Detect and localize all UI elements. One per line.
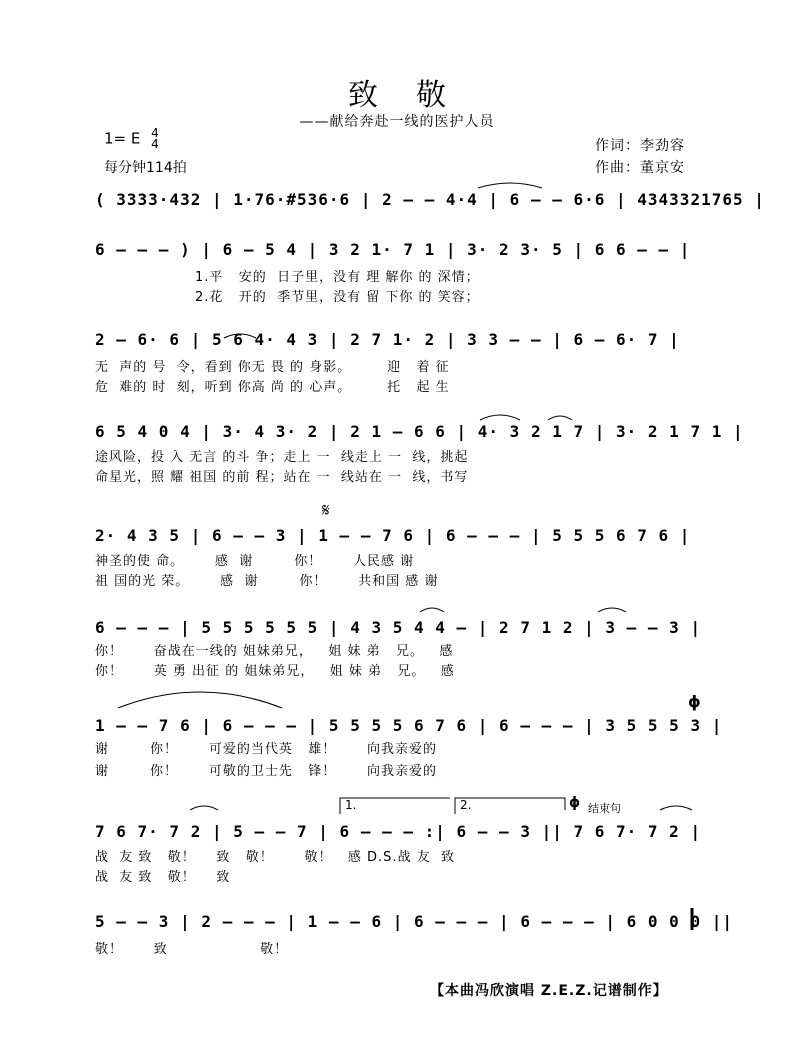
notes-line: 7 6 7· 7 2 | 5 — — 7 | 6 — — — :| 6 — — 3 || 7 6 7· 7 2 | xyxy=(95,822,702,841)
lyrics-verse-1: 神圣的使 命。 感 谢 你！ 人民感 谢 xyxy=(95,554,415,569)
volta-bracket-2 xyxy=(455,798,565,814)
lyrics-verse-2: 你！ 英 勇 出征 的 姐妹弟兄， 姐 妹 弟 兄。 感 xyxy=(95,664,455,679)
lyrics-verse-1: 无 声的 号 令，看到 你无 畏 的 身影。 迎 着 征 xyxy=(95,360,450,375)
notation-row xyxy=(95,240,699,305)
tie-arc xyxy=(478,183,542,188)
tie-arc xyxy=(598,608,626,612)
notes-line: 2· 4 3 5 | 6 — — 3 | 1 — — 7 6 | 6 — — — | 5 5 5 6 7 6 | xyxy=(95,526,691,545)
lyrics-verse-2: 祖 国的光 荣。 感 谢 你！ 共和国 感 谢 xyxy=(95,574,439,589)
time-denominator: 4 xyxy=(151,137,159,151)
time-numerator: 4 xyxy=(151,126,159,140)
footer-credit: 【本曲冯欣演唱 Z.E.Z.记谱制作】 xyxy=(430,983,668,999)
notes-line: ( 3333·432 | 1·76·#536·6 | 2 — — 4·4 | 6 — — 6·6 | 4343321765 | xyxy=(95,190,765,209)
tie-arc xyxy=(480,415,520,420)
notes-line: 5 — — 3 | 2 — — — | 1 — — 6 | 6 — — — | 6 — — — | 6 0 0 0 || xyxy=(95,912,733,931)
lyrics-verse-2: 2.花 开的 季节里，没有 留 下你 的 笑容； xyxy=(195,290,480,305)
notes-line: 2 — 6· 6 | 5 6 4· 4 3 | 2 7 1· 2 | 3 3 — — | 6 — 6· 7 | xyxy=(95,330,680,349)
coda-sign-2: ɸ xyxy=(569,795,581,811)
volta-2-label: 2. xyxy=(460,798,472,812)
notes-line: 6 5 4 0 4 | 3· 4 3· 2 | 2 1 — 6 6 | 4· 3 2 1 7 | 3· 2 1 7 1 | xyxy=(95,422,744,441)
notation-row xyxy=(95,526,699,589)
ending-label: 结束句 xyxy=(588,802,621,815)
notation-row xyxy=(95,330,699,395)
lyrics-verse-1: 敬！ 致 敬！ xyxy=(95,942,289,957)
lyrics-verse-1: 战 友 致 敬！ 致 敬！ 敬！ 感 D.S.战 友 致 xyxy=(95,850,455,865)
notation-row xyxy=(95,716,723,779)
tie-arc xyxy=(118,692,282,708)
tie-arc xyxy=(420,608,444,612)
lyrics-verse-2: 谢 你！ 可敬的卫士先 锋！ 向我亲爱的 xyxy=(95,764,438,779)
lyricist-credit: 作词：李劲容 xyxy=(595,138,685,154)
tie-arc xyxy=(660,806,692,810)
lyrics-verse-2: 危 难的 时 刻，听到 你高 尚 的 心声。 托 起 生 xyxy=(95,380,450,395)
tempo-marking: 每分钟114拍 xyxy=(104,160,187,176)
volta-1-label: 1. xyxy=(345,798,357,812)
volta-bracket-1 xyxy=(340,798,450,814)
notes-line: 1 — — 7 6 | 6 — — — | 5 5 5 5 6 7 6 | 6 — — — | 3 5 5 5 3 | xyxy=(95,716,723,735)
lyrics-verse-1: 途风险，投 入 无言 的斗 争；走上 一 线走上 一 线，挑起 xyxy=(95,450,469,465)
lyrics-verse-1: 1.平 安的 日子里，没有 理 解你 的 深情； xyxy=(195,270,480,285)
notes-line: 6 — — — ) | 6 — 5 4 | 3 2 1· 7 1 | 3· 2 3· 5 | 6 6 — — | xyxy=(95,240,691,259)
notes-line: 6 — — — | 5 5 5 5 5 5 | 4 3 5 4 4 — | 2 7 1 2 | 3 — — 3 | xyxy=(95,618,702,637)
song-title: 致敬 xyxy=(348,78,484,113)
lyrics-verse-2: 命星光，照 耀 祖国 的前 程；站在 一 线站在 一 线，书写 xyxy=(95,470,469,485)
lyrics-verse-1: 谢 你！ 可爱的当代英 雄！ 向我亲爱的 xyxy=(95,742,438,757)
tie-arc xyxy=(548,416,572,420)
notation-row xyxy=(95,618,702,679)
notation-row xyxy=(95,422,744,485)
segno-sign: 𝄋 xyxy=(322,500,330,521)
notation-row xyxy=(95,912,733,962)
key-label: 1= E xyxy=(104,129,141,148)
notation-row xyxy=(95,822,702,885)
coda-sign: ɸ xyxy=(688,692,701,711)
tie-arc xyxy=(190,806,218,810)
lyrics-verse-2: 战 友 致 敬！ 致 xyxy=(95,870,231,885)
lyrics-verse-1: 你！ 奋战在一线的 姐妹弟兄， 姐 妹 弟 兄。 感 xyxy=(95,644,454,659)
composer-credit: 作曲：董京安 xyxy=(595,160,685,176)
notation-row xyxy=(95,190,765,220)
song-subtitle: ——献给奔赴一线的医护人员 xyxy=(299,114,495,130)
